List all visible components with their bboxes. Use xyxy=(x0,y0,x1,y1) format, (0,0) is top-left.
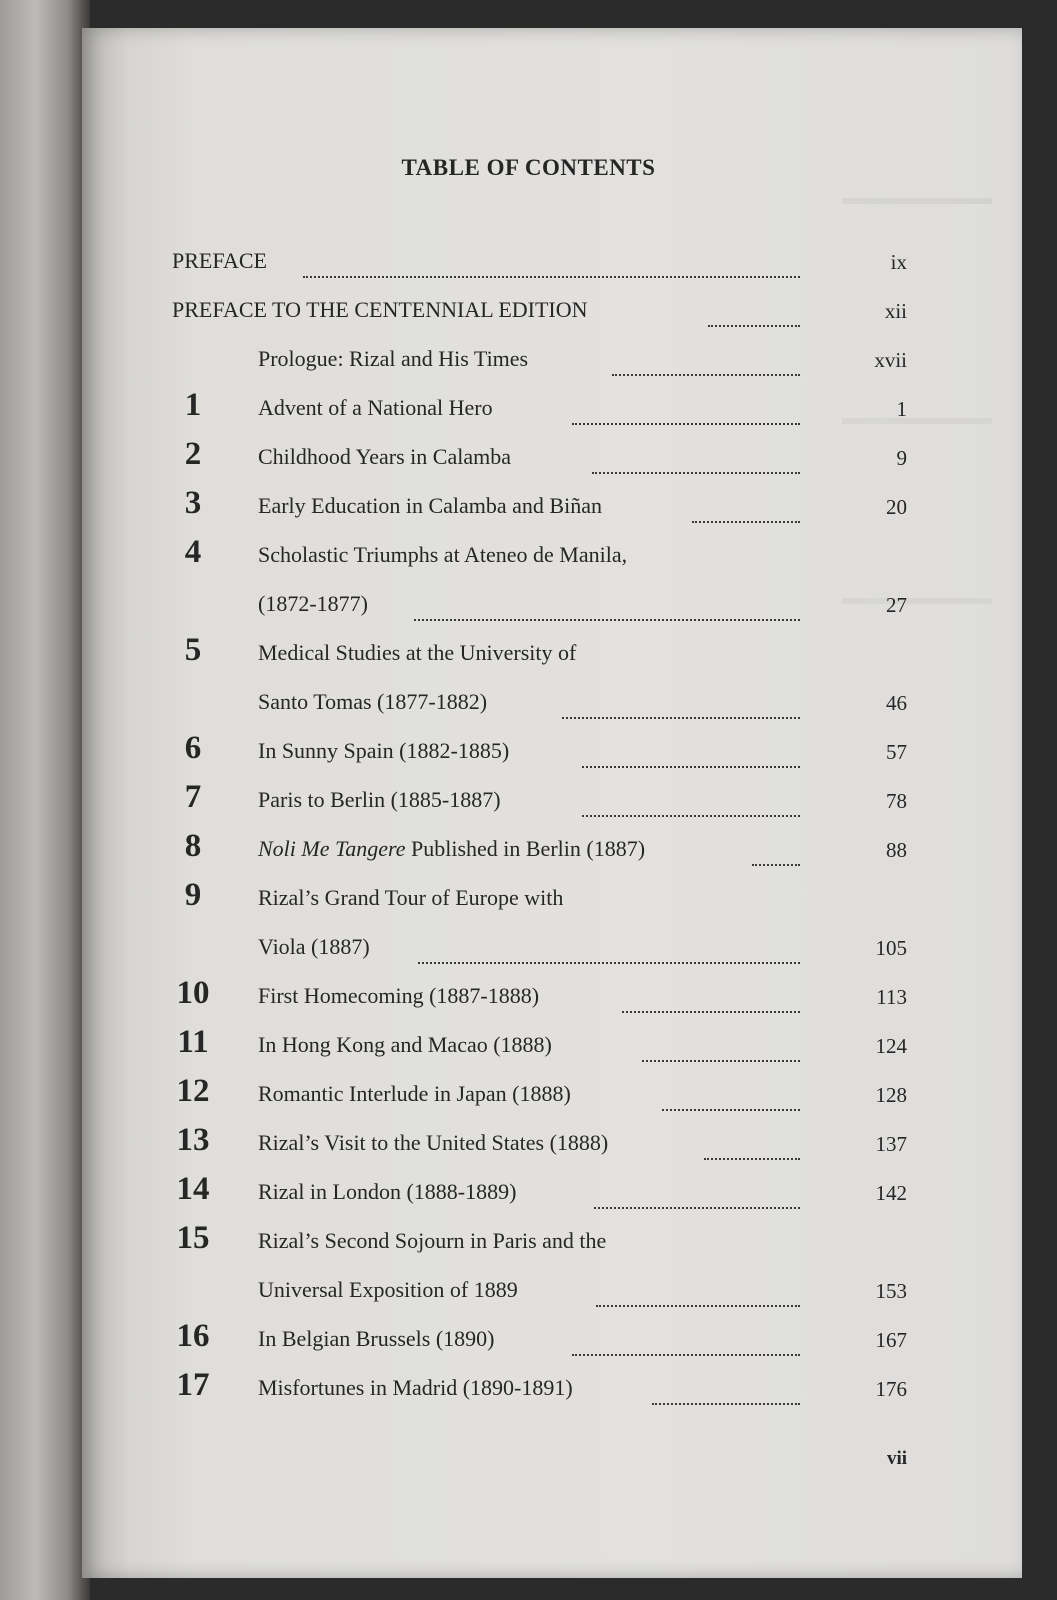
entry-title: First Homecoming (1887-1888) xyxy=(258,983,540,1008)
chapter-number: 3 xyxy=(184,485,202,521)
entry-title: Early Education in Calamba and Biñan xyxy=(258,493,602,518)
dot-leader xyxy=(562,695,800,719)
page-folio: vii xyxy=(886,1448,907,1469)
toc-entry xyxy=(0,1220,1057,1264)
toc-entry-continuation xyxy=(0,689,1057,725)
dot-leader xyxy=(582,744,800,768)
toc-entry-continuation xyxy=(0,1277,1057,1313)
entry-title-line: Medical Studies at the University of xyxy=(258,640,577,665)
chapter-number: 14 xyxy=(176,1171,210,1207)
toc-entry-continuation xyxy=(0,591,1057,627)
entry-title: Noli Me Tangere Published in Berlin (1887) xyxy=(258,836,646,861)
dot-leader xyxy=(592,450,800,474)
toc-entry xyxy=(0,877,1057,921)
chapter-number: 4 xyxy=(184,534,202,570)
page-number: 124 xyxy=(875,1034,907,1058)
entry-title: PREFACE xyxy=(172,248,267,273)
toc-entry xyxy=(0,346,1057,382)
chapter-number: 12 xyxy=(176,1073,210,1109)
chapter-number: 17 xyxy=(176,1367,210,1403)
dot-leader xyxy=(418,940,800,964)
chapter-number: 2 xyxy=(184,436,202,472)
entry-title: Misfortunes in Madrid (1890-1891) xyxy=(258,1375,573,1400)
dot-leader xyxy=(582,793,800,817)
entry-title: PREFACE TO THE CENTENNIAL EDITION xyxy=(172,297,588,322)
toc-entry xyxy=(0,828,1057,872)
entry-title-line: Viola (1887) xyxy=(258,934,370,959)
page-number: 142 xyxy=(875,1181,907,1205)
toc-entry xyxy=(0,297,1057,333)
page-number: 9 xyxy=(896,446,907,470)
entry-title-line: (1872-1877) xyxy=(258,591,368,616)
page-number: 105 xyxy=(875,936,907,960)
entry-title-line: Universal Exposition of 1889 xyxy=(258,1277,518,1302)
toc-entry xyxy=(0,1367,1057,1411)
dot-leader xyxy=(752,842,800,866)
chapter-number: 11 xyxy=(177,1024,209,1060)
entry-title: Rizal in London (1888-1889) xyxy=(258,1179,517,1204)
chapter-number: 6 xyxy=(184,730,202,766)
page-number: 113 xyxy=(876,985,907,1009)
page-number: 27 xyxy=(886,593,907,617)
entry-title: Rizal’s Visit to the United States (1888) xyxy=(258,1130,609,1155)
dot-leader xyxy=(596,1283,800,1307)
toc-entry xyxy=(0,1024,1057,1068)
toc-entry-continuation xyxy=(0,934,1057,970)
entry-title: Prologue: Rizal and His Times xyxy=(258,346,529,371)
entry-title: In Belgian Brussels (1890) xyxy=(258,1326,495,1351)
page-number: 128 xyxy=(875,1083,907,1107)
toc-entry xyxy=(0,1073,1057,1117)
chapter-number: 9 xyxy=(184,877,202,913)
toc-entry xyxy=(0,534,1057,578)
dot-leader xyxy=(692,499,800,523)
page-number: xii xyxy=(884,299,907,323)
entry-title: In Hong Kong and Macao (1888) xyxy=(258,1032,552,1057)
chapter-number: 8 xyxy=(184,828,202,864)
page-number: ix xyxy=(890,250,907,274)
toc-entry xyxy=(0,1318,1057,1362)
dot-leader xyxy=(303,254,800,278)
entry-title: Paris to Berlin (1885-1887) xyxy=(258,787,501,812)
toc-entry xyxy=(0,387,1057,431)
entry-title-line: Santo Tomas (1877-1882) xyxy=(258,689,488,714)
chapter-number: 16 xyxy=(176,1318,210,1354)
chapter-number: 15 xyxy=(176,1220,210,1256)
entry-title-line: Scholastic Triumphs at Ateneo de Manila, xyxy=(258,542,628,567)
dot-leader xyxy=(652,1381,800,1405)
dot-leader xyxy=(708,303,800,327)
entry-title: Childhood Years in Calamba xyxy=(258,444,511,469)
entry-title-line: Rizal’s Second Sojourn in Paris and the xyxy=(258,1228,607,1253)
chapter-number: 5 xyxy=(184,632,202,668)
page-number: 176 xyxy=(875,1377,907,1401)
page-number: 20 xyxy=(886,495,907,519)
page-number: xvii xyxy=(874,348,907,372)
entry-title-line: Rizal’s Grand Tour of Europe with xyxy=(258,885,564,910)
entry-title: Advent of a National Hero xyxy=(258,395,493,420)
dot-leader xyxy=(572,401,800,425)
toc-entry xyxy=(0,730,1057,774)
dot-leader xyxy=(622,989,800,1013)
chapter-number: 10 xyxy=(176,975,210,1011)
dot-leader xyxy=(704,1136,800,1160)
page-number: 137 xyxy=(875,1132,907,1156)
page-number: 153 xyxy=(875,1279,907,1303)
page-number: 88 xyxy=(886,838,907,862)
dot-leader xyxy=(642,1038,800,1062)
entry-title: In Sunny Spain (1882-1885) xyxy=(258,738,510,763)
dot-leader xyxy=(662,1087,800,1111)
toc-entry xyxy=(0,632,1057,676)
page-number: 1 xyxy=(896,397,907,421)
toc-entry xyxy=(0,779,1057,823)
page-number: 167 xyxy=(875,1328,907,1352)
chapter-number: 13 xyxy=(176,1122,210,1158)
chapter-number: 1 xyxy=(184,387,202,423)
dot-leader xyxy=(594,1185,800,1209)
page-number: 46 xyxy=(886,691,907,715)
dot-leader xyxy=(414,597,800,621)
toc-entry xyxy=(0,1122,1057,1166)
entry-title: Romantic Interlude in Japan (1888) xyxy=(258,1081,571,1106)
dot-leader xyxy=(612,352,800,376)
chapter-number: 7 xyxy=(184,779,202,815)
page-number: 57 xyxy=(886,740,907,764)
toc-entry xyxy=(0,1171,1057,1215)
toc-entry xyxy=(0,248,1057,284)
page-number: 78 xyxy=(886,789,907,813)
toc-entry xyxy=(0,436,1057,480)
toc-entry xyxy=(0,975,1057,1019)
page-title: TABLE OF CONTENTS xyxy=(401,155,656,180)
dot-leader xyxy=(572,1332,800,1356)
toc-entry xyxy=(0,485,1057,529)
